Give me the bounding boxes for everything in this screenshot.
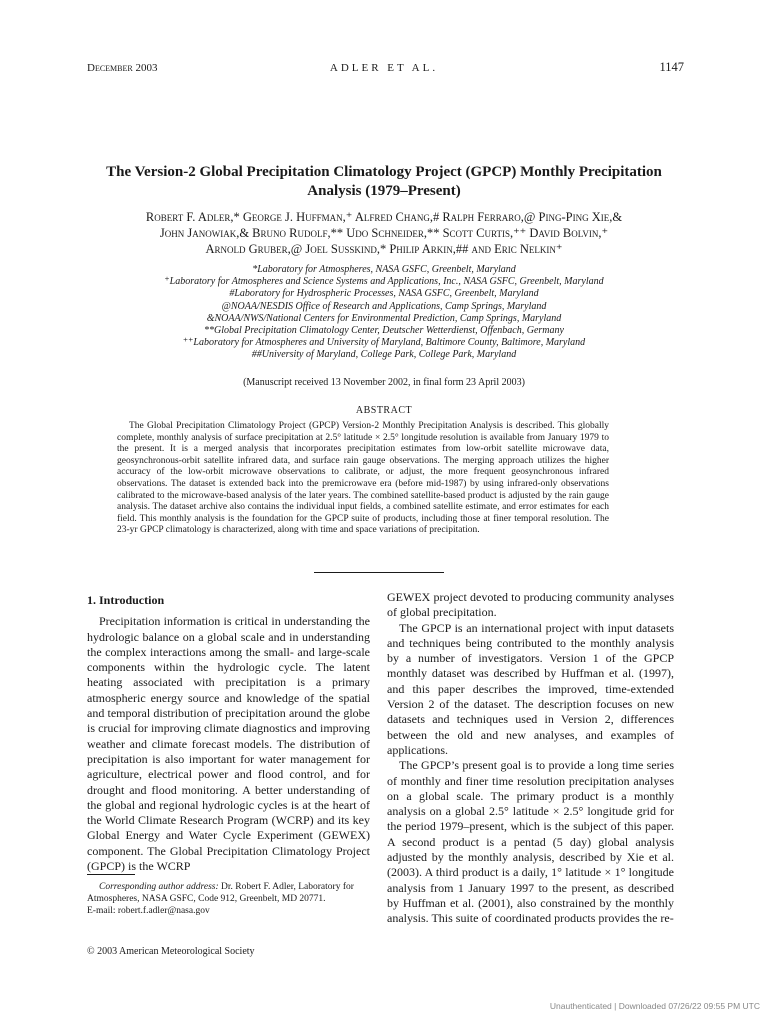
section-heading: 1. Introduction (87, 593, 165, 607)
manuscript-dates: (Manuscript received 13 November 2002, in final form 23 April 2003) (243, 377, 525, 388)
affiliation: *Laboratory for Atmospheres, NASA GSFC, Greenbelt, Maryland (252, 264, 516, 275)
title-line-2: Analysis (1979–Present) (307, 183, 461, 199)
footnote-rule (87, 874, 135, 875)
affiliations (80, 264, 688, 362)
authors-line-3: Arnold Gruber,@ Joel Susskind,* Philip Arkin,## and Eric Nelkin⁺ (205, 242, 563, 256)
affiliation: &NOAA/NWS/National Centers for Environmental Prediction, Camp Springs, Maryland (206, 312, 562, 324)
authors-line-1: Robert F. Adler,* George J. Huffman,⁺ Alfred Chang,# Ralph Ferraro,@ Ping-Ping Xie,& (145, 210, 623, 224)
affiliation: ⁺Laboratory for Atmospheres and Science Systems and Applications, Inc., NASA GSFC, Greenbelt, Maryland (164, 276, 604, 288)
intro-paragraph: Precipitation information is critical in understanding the hydrologic balance on a global scale and in understanding the complex interactions among the small- and large-scale components within the hydrologic cycle. The latent heating associated with precipitation is a primary atmospheric energy source and knowledge of the spatial and temporal distribution of precipitation around the globe is crucial for improving climate diagnostics and improving weather and climate forecast models. The distribution of precipitation is also important for water management for agriculture, electrical power and flood control, and for drought and flood monitoring. A better understanding of the global and regional hydrologic cycles is at the heart of the World Climate Research Program (WCRP) and its key Global Energy and Water Cycle Experiment (GEWEX) component. The Global Precipitation Climatology Project (GPCP) is the WCRP (87, 614, 370, 874)
affiliation: ##University of Maryland, College Park, College Park, Maryland (251, 349, 517, 361)
footnote-label: Corresponding author address: (99, 882, 219, 892)
affiliation: ⁺⁺Laboratory for Atmospheres and University of Maryland, Baltimore County, Baltimore, Maryland (182, 337, 586, 349)
abstract-text: The Global Precipitation Climatology Project (GPCP) Version-2 Monthly Precipitation Analysis is described. This globally complete, monthly analysis of surface precipitation at 2.5° latitude × 2.5° longitude resolution is available from January 1979 to the present. It is a merged analysis that incorporates precipitation estimates from low-orbit satellite microwave data, geosynchronous-orbit satellite infrared data, and surface rain gauge observations. The merging approach utilizes the higher accuracy of the low-orbit microwave observations to calibrate, or adjust, the more frequent geosynchronous infrared observations. The dataset is extended back into the premicrowave era (before mid-1987) by using infrared-only observations calibrated to the microwave-based analysis of the later years. The combined satellite-based product is adjusted by the rain gauge analysis. The dataset archive also contains the individual input fields, a combined satellite estimate, and error estimates for each field. This monthly analysis is the foundation for the GPCP suite of products, including those at finer temporal resolution. The 23-yr GPCP climatology is characterized, along with time and space variations of precipitation. (117, 421, 609, 536)
affiliation: **Global Precipitation Climatology Center, Deutscher Wetterdienst, Offenbach, Germany (204, 325, 564, 337)
intro-continuation: GEWEX project devoted to producing community analyses of global precipitation. (387, 590, 674, 620)
left-column (87, 593, 370, 874)
download-stamp: Unauthenticated | Downloaded 07/26/22 09:55 PM UTC (549, 1001, 760, 1011)
affiliation: @NOAA/NESDIS Office of Research and Applications, Camp Springs, Maryland (221, 300, 547, 312)
copyright-notice: © 2003 American Meteorological Society (87, 946, 255, 957)
header-authors: ADLER ET AL. (329, 62, 439, 74)
authors-line-2: John Janowiak,& Bruno Rudolf,** Udo Schneider,** Scott Curtis,⁺⁺ David Bolvin,⁺ (159, 226, 609, 240)
footnote-email: E-mail: robert.f.adler@nasa.gov (87, 905, 210, 916)
header-date: December 2003 (87, 62, 158, 74)
footnote-address: Dr. Robert F. Adler, Laboratory for Atmospheres, NASA GSFC, Code 912, Greenbelt, MD 20771. (87, 882, 354, 904)
right-column (387, 590, 674, 927)
section-divider (314, 572, 444, 573)
paper-title (70, 163, 698, 201)
affiliation: #Laboratory for Hydrospheric Processes, NASA GSFC, Greenbelt, Maryland (229, 288, 539, 300)
title-line-1: The Version-2 Global Precipitation Climatology Project (GPCP) Monthly Precipitation (106, 164, 662, 180)
abstract-heading: ABSTRACT (355, 405, 413, 416)
intro-paragraph-3: The GPCP’s present goal is to provide a long time series of monthly and finer time resolution precipitation analyses on a global scale. The primary product is a monthly analysis on a global 2.5° latitude × 2.5° longitude grid for the period 1979–present, which is the subject of this paper. A second product is a pentad (5 day) global analysis adjusted by the monthly analysis, described by Xie et al. (2003). A third product is a daily, 1° latitude × 1° longitude analysis from 1 January 1997 to the present, as described by Huffman et al. (2001), also constrained by the monthly analysis. This suite of coordinated products provides the re- (387, 758, 674, 926)
corresponding-author-footnote (87, 882, 370, 917)
intro-paragraph-2: The GPCP is an international project with input datasets and techniques being contributed to the monthly analysis by a number of investigators. Version 1 of the GPCP monthly dataset was described by Huffman et al. (1997), and this paper describes the improved, time-extended Version 2 of the dataset. The description focuses on new datasets and techniques used in Version 2, differences between the old and new analyses, and examples of applications. (387, 620, 674, 757)
page-number: 1147 (659, 60, 684, 74)
author-list (80, 209, 688, 257)
